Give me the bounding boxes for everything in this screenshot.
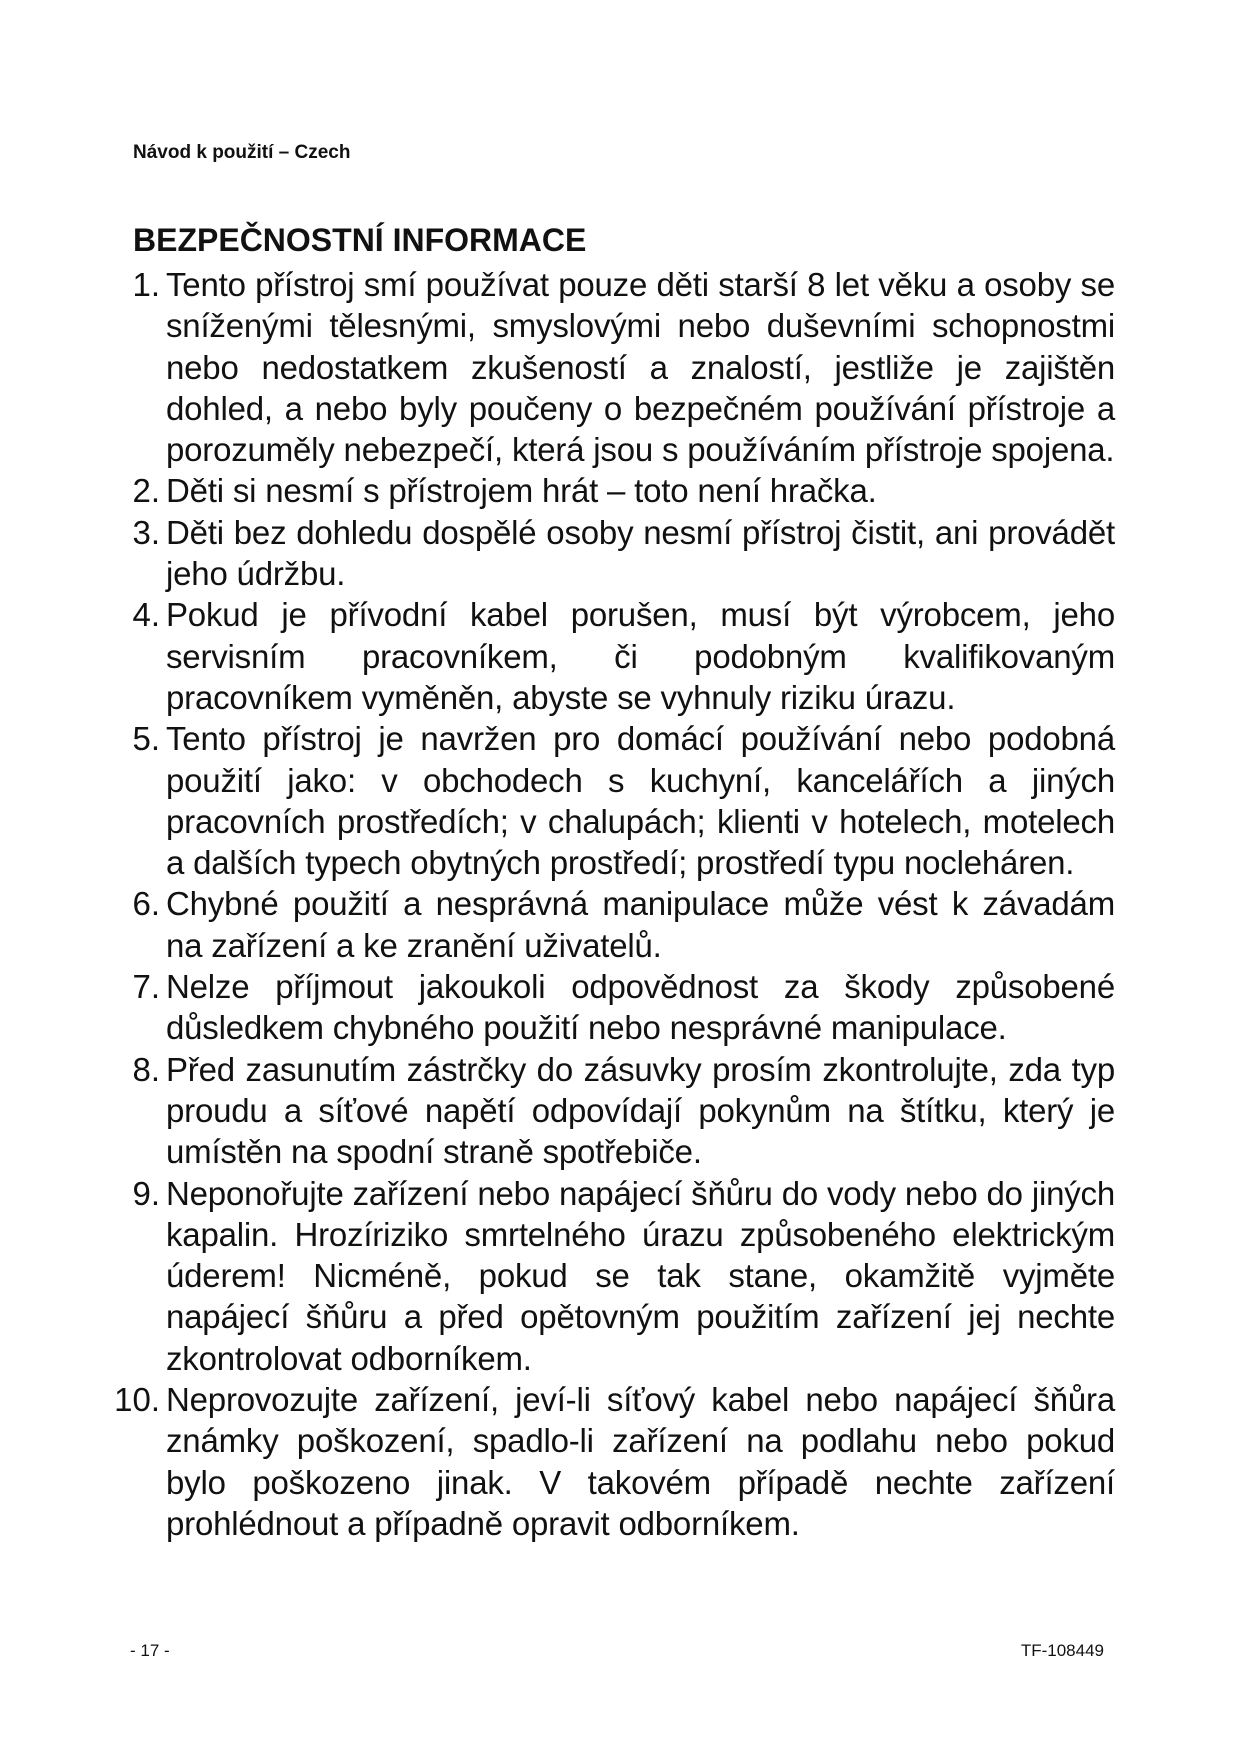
list-item bbox=[100, 966, 1115, 1049]
list-item bbox=[100, 1379, 1115, 1544]
item-number: 2. bbox=[132, 472, 160, 510]
item-number: 3. bbox=[132, 513, 160, 551]
item-text: Tento přístroj smí používat pouze děti starší 8 let věku a osoby se sníženými tělesnými, smyslovými nebo duševními schopnostmi nebo nedostatkem zkušeností a znalostí, jestliže je zajištěn dohled, a nebo byly poučeny o bezpečném používání přístroje a porozuměly nebezpečí, která jsou s používáním přístroje spojena. bbox=[166, 266, 1115, 469]
item-text: Nelze příjmout jakoukoli odpovědnost za škody způsobené důsledkem chybného použití nebo nesprávné manipulace. bbox=[166, 968, 1115, 1047]
item-number: 10. bbox=[114, 1381, 160, 1419]
item-text: Neponořujte zařízení nebo napájecí šňůru do vody nebo do jiných kapalin. Hrozíriziko smrtelného úrazu způsobeného elektrickým úderem! Nicméně, pokud se tak stane, okamžitě vyjměte napájecí šňůru a před opětovným použitím zařízení jej nechte zkontrolovat odborníkem. bbox=[166, 1174, 1115, 1377]
page-number: - 17 - bbox=[130, 1641, 170, 1660]
item-text: Pokud je přívodní kabel porušen, musí být výrobcem, jeho servisním pracovníkem, či podobným kvalifikovaným pracovníkem vyměněn, abyste se vyhnuly riziku úrazu. bbox=[166, 596, 1115, 716]
language-header: Návod k použití – Czech bbox=[133, 142, 351, 163]
item-number: 5. bbox=[132, 720, 160, 758]
list-item bbox=[100, 512, 1115, 595]
model-code: TF-108449 bbox=[1020, 1641, 1104, 1660]
item-text: Před zasunutím zástrčky do zásuvky prosím zkontrolujte, zda typ proudu a síťové napětí odpovídají pokynům na štítku, který je umístěn na spodní straně spotřebiče. bbox=[166, 1050, 1115, 1171]
safety-list bbox=[100, 264, 1115, 1544]
list-item bbox=[100, 1173, 1115, 1379]
item-text: Neprovozujte zařízení, jeví-li síťový kabel nebo napájecí šňůra známky poškození, spadlo-li zařízení na podlahu nebo pokud bylo poškozeno jinak. V takovém případě nechte zařízení prohlédnout a případně opravit odborníkem. bbox=[166, 1381, 1115, 1542]
item-text: Tento přístroj je navržen pro domácí používání nebo podobná použití jako: v obchodech s kuchyní, kancelářích a jiných pracovních prostředích; v chalupách; klienti v hotelech, motelech a dalších typech obytných prostředí; prostředí typu nocleháren. bbox=[166, 720, 1115, 882]
list-item bbox=[100, 883, 1115, 966]
item-number: 6. bbox=[132, 885, 160, 923]
item-text: Děti bez dohledu dospělé osoby nesmí přístroj čistit, ani provádět jeho údržbu. bbox=[166, 513, 1115, 593]
item-number: 1. bbox=[132, 266, 160, 303]
list-item bbox=[100, 264, 1115, 470]
list-item bbox=[100, 594, 1115, 718]
section-title: BEZPEČNOSTNÍ INFORMACE bbox=[133, 222, 587, 258]
item-number: 9. bbox=[132, 1174, 160, 1212]
item-text: Chybné použití a nesprávná manipulace může vést k závadám na zařízení a ke zranění uživatelů. bbox=[166, 885, 1115, 964]
list-item bbox=[100, 718, 1115, 883]
item-number: 4. bbox=[132, 596, 160, 634]
list-item bbox=[100, 1049, 1115, 1173]
item-number: 8. bbox=[132, 1050, 160, 1088]
item-number: 7. bbox=[132, 968, 160, 1006]
list-item bbox=[100, 470, 1115, 511]
item-text: Děti si nesmí s přístrojem hrát – toto není hračka. bbox=[166, 472, 877, 510]
